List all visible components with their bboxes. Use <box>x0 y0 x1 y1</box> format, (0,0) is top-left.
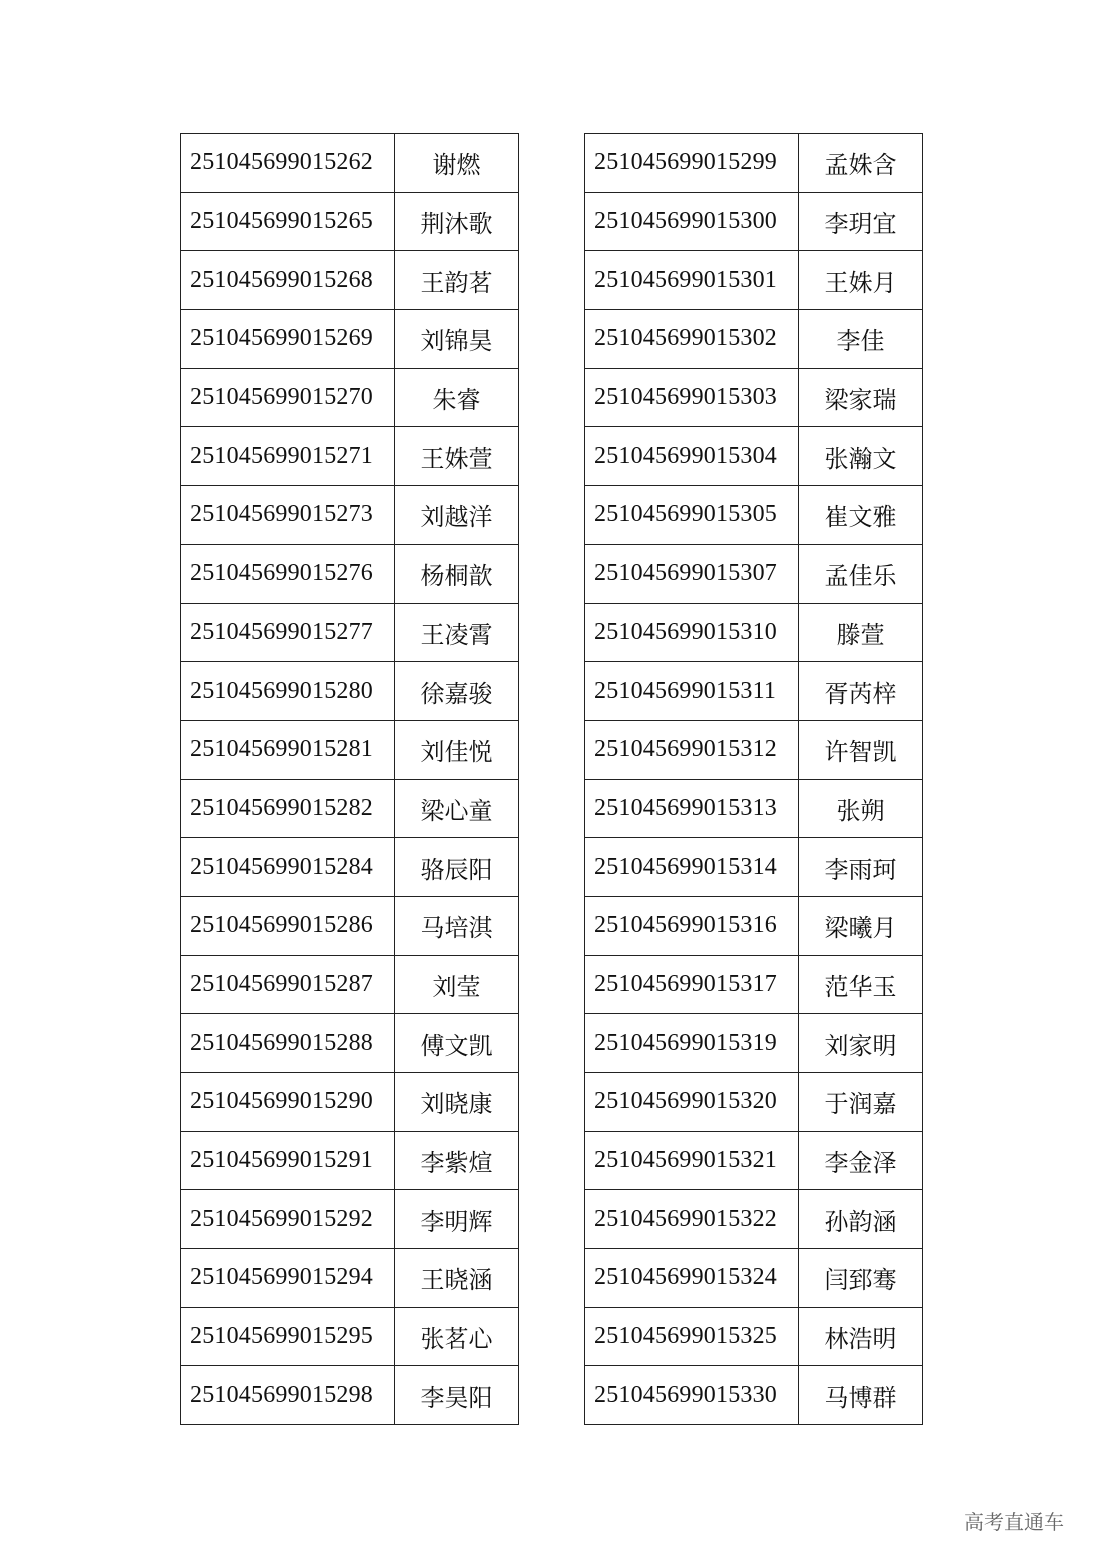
table-row <box>181 1073 519 1132</box>
table-row <box>181 1249 519 1308</box>
table-row <box>181 838 519 897</box>
candidate-id: 251045699015299 <box>585 134 799 193</box>
student-name: 傅文凯 <box>395 1014 519 1073</box>
candidate-id: 251045699015300 <box>585 192 799 251</box>
student-name: 李紫煊 <box>395 1131 519 1190</box>
table-row <box>585 427 923 486</box>
table-row <box>585 192 923 251</box>
student-name: 闫郅骞 <box>799 1249 923 1308</box>
table-row <box>181 1014 519 1073</box>
table-row <box>585 603 923 662</box>
candidate-id: 251045699015311 <box>585 662 799 721</box>
table-row <box>585 544 923 603</box>
candidate-id: 251045699015280 <box>181 662 395 721</box>
candidate-id: 251045699015294 <box>181 1249 395 1308</box>
candidate-id: 251045699015312 <box>585 720 799 779</box>
candidate-id: 251045699015288 <box>181 1014 395 1073</box>
table-row <box>181 603 519 662</box>
student-name: 刘家明 <box>799 1014 923 1073</box>
candidate-id: 251045699015322 <box>585 1190 799 1249</box>
student-name: 梁心童 <box>395 779 519 838</box>
student-name: 徐嘉骏 <box>395 662 519 721</box>
student-name: 李明辉 <box>395 1190 519 1249</box>
table-row <box>585 368 923 427</box>
table-row <box>181 544 519 603</box>
table-row <box>181 1131 519 1190</box>
student-name: 马培淇 <box>395 896 519 955</box>
student-name: 孟姝含 <box>799 134 923 193</box>
candidate-id: 251045699015304 <box>585 427 799 486</box>
candidate-id: 251045699015325 <box>585 1307 799 1366</box>
student-name: 张朔 <box>799 779 923 838</box>
table-row <box>585 486 923 545</box>
student-name: 梁家瑞 <box>799 368 923 427</box>
table-row <box>585 896 923 955</box>
candidate-id: 251045699015320 <box>585 1073 799 1132</box>
table-row <box>585 310 923 369</box>
table-row <box>181 1366 519 1425</box>
student-name: 杨桐歆 <box>395 544 519 603</box>
table-row <box>585 779 923 838</box>
candidate-id: 251045699015307 <box>585 544 799 603</box>
candidate-id: 251045699015302 <box>585 310 799 369</box>
table-row <box>585 955 923 1014</box>
table-row <box>585 1190 923 1249</box>
student-table-right <box>584 133 923 1425</box>
candidate-id: 251045699015282 <box>181 779 395 838</box>
table-row <box>181 192 519 251</box>
student-name: 王姝月 <box>799 251 923 310</box>
candidate-id: 251045699015269 <box>181 310 395 369</box>
student-name: 王姝萱 <box>395 427 519 486</box>
candidate-id: 251045699015265 <box>181 192 395 251</box>
table-row <box>585 1249 923 1308</box>
student-name: 崔文雅 <box>799 486 923 545</box>
student-name: 滕萱 <box>799 603 923 662</box>
table-row <box>585 1073 923 1132</box>
table-row <box>181 1307 519 1366</box>
table-row <box>181 486 519 545</box>
candidate-id: 251045699015291 <box>181 1131 395 1190</box>
student-name: 骆辰阳 <box>395 838 519 897</box>
student-name: 刘越洋 <box>395 486 519 545</box>
student-name: 李金泽 <box>799 1131 923 1190</box>
student-name: 孟佳乐 <box>799 544 923 603</box>
student-name: 王凌霄 <box>395 603 519 662</box>
table-row <box>181 720 519 779</box>
student-name: 梁曦月 <box>799 896 923 955</box>
table-row <box>585 838 923 897</box>
table-row <box>585 662 923 721</box>
candidate-id: 251045699015286 <box>181 896 395 955</box>
candidate-id: 251045699015298 <box>181 1366 395 1425</box>
student-name: 张瀚文 <box>799 427 923 486</box>
candidate-id: 251045699015295 <box>181 1307 395 1366</box>
student-name: 谢燃 <box>395 134 519 193</box>
candidate-id: 251045699015276 <box>181 544 395 603</box>
student-name: 李雨珂 <box>799 838 923 897</box>
table-row <box>585 251 923 310</box>
student-name: 王晓涵 <box>395 1249 519 1308</box>
student-name: 马博群 <box>799 1366 923 1425</box>
table-row <box>181 427 519 486</box>
student-name: 许智凯 <box>799 720 923 779</box>
candidate-id: 251045699015303 <box>585 368 799 427</box>
table-row <box>181 251 519 310</box>
watermark: 高考直通车 <box>964 1510 1064 1534</box>
candidate-id: 251045699015281 <box>181 720 395 779</box>
table-row <box>181 955 519 1014</box>
table-row <box>585 134 923 193</box>
table-row <box>181 368 519 427</box>
student-name: 李玥宜 <box>799 192 923 251</box>
table-row <box>585 720 923 779</box>
student-name: 刘佳悦 <box>395 720 519 779</box>
candidate-id: 251045699015301 <box>585 251 799 310</box>
candidate-id: 251045699015277 <box>181 603 395 662</box>
candidate-id: 251045699015270 <box>181 368 395 427</box>
candidate-id: 251045699015313 <box>585 779 799 838</box>
table-row <box>585 1366 923 1425</box>
table-row <box>585 1131 923 1190</box>
student-table-left <box>180 133 519 1425</box>
candidate-id: 251045699015271 <box>181 427 395 486</box>
candidate-id: 251045699015321 <box>585 1131 799 1190</box>
candidate-id: 251045699015324 <box>585 1249 799 1308</box>
candidate-id: 251045699015319 <box>585 1014 799 1073</box>
candidate-id: 251045699015310 <box>585 603 799 662</box>
table-row <box>181 896 519 955</box>
candidate-id: 251045699015284 <box>181 838 395 897</box>
student-name: 刘锦昊 <box>395 310 519 369</box>
table-row <box>585 1014 923 1073</box>
student-name: 胥芮梓 <box>799 662 923 721</box>
student-name: 荆沐歌 <box>395 192 519 251</box>
candidate-id: 251045699015292 <box>181 1190 395 1249</box>
table-row <box>181 134 519 193</box>
table-row <box>181 662 519 721</box>
student-name: 范华玉 <box>799 955 923 1014</box>
table-row <box>181 1190 519 1249</box>
candidate-id: 251045699015330 <box>585 1366 799 1425</box>
student-name: 刘莹 <box>395 955 519 1014</box>
student-name: 朱睿 <box>395 368 519 427</box>
candidate-id: 251045699015314 <box>585 838 799 897</box>
candidate-id: 251045699015287 <box>181 955 395 1014</box>
student-name: 刘晓康 <box>395 1073 519 1132</box>
student-name: 王韵茗 <box>395 251 519 310</box>
candidate-id: 251045699015290 <box>181 1073 395 1132</box>
student-name: 林浩明 <box>799 1307 923 1366</box>
candidate-id: 251045699015262 <box>181 134 395 193</box>
student-name: 李佳 <box>799 310 923 369</box>
candidate-id: 251045699015268 <box>181 251 395 310</box>
candidate-id: 251045699015273 <box>181 486 395 545</box>
student-name: 张茗心 <box>395 1307 519 1366</box>
student-name: 于润嘉 <box>799 1073 923 1132</box>
table-row <box>585 1307 923 1366</box>
table-row <box>181 310 519 369</box>
candidate-id: 251045699015317 <box>585 955 799 1014</box>
candidate-id: 251045699015305 <box>585 486 799 545</box>
candidate-id: 251045699015316 <box>585 896 799 955</box>
student-name: 李昊阳 <box>395 1366 519 1425</box>
table-row <box>181 779 519 838</box>
student-name: 孙韵涵 <box>799 1190 923 1249</box>
